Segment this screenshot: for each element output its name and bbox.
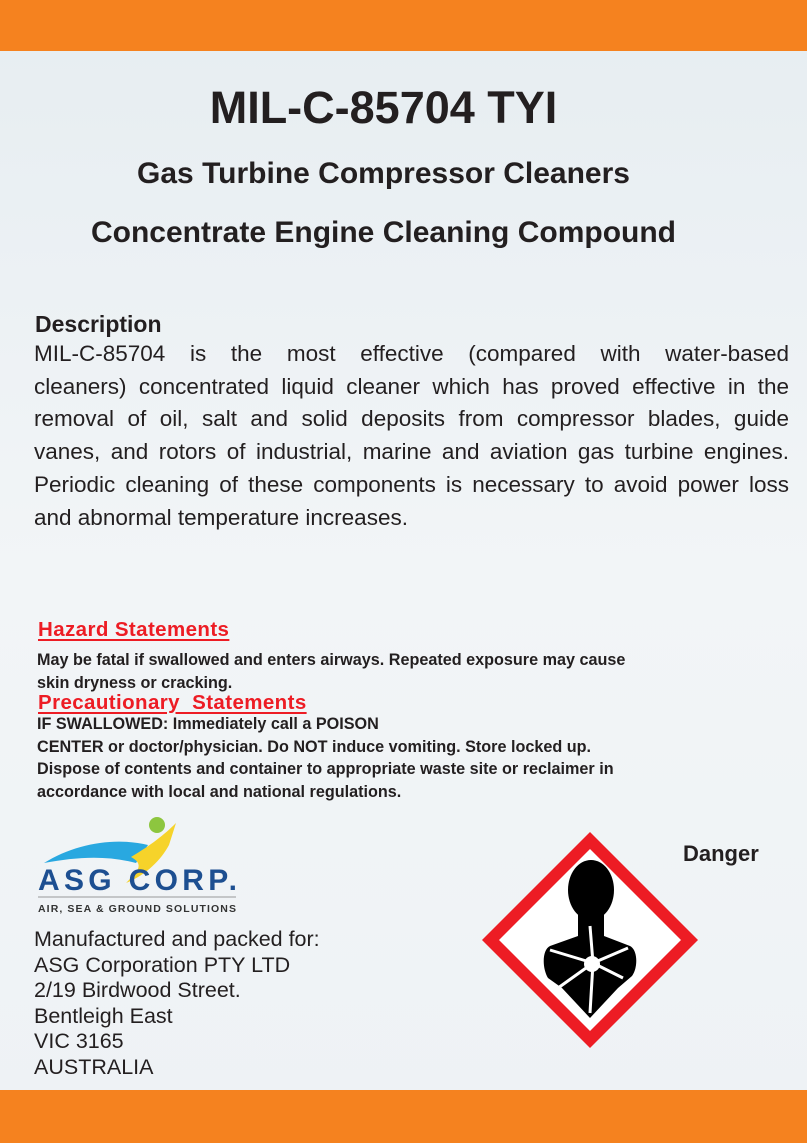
description-line: MIL-C-85704 is the most effective (compared with water-based — [34, 341, 789, 366]
signal-word: Danger — [683, 841, 759, 866]
top-orange-band — [0, 0, 807, 51]
address-line: 2/19 Birdwood Street. — [34, 978, 241, 1002]
product-title: MIL-C-85704 TYI — [209, 82, 558, 133]
description-text — [34, 338, 789, 534]
precautionary-statements-heading: Precautionary Statements — [38, 691, 307, 714]
product-type: Concentrate Engine Cleaning Compound — [90, 216, 676, 249]
address-line: ASG Corporation PTY LTD — [34, 952, 291, 977]
description-line: removal of oil, salt and solid deposits from compressor blades, guide — [34, 406, 789, 432]
hazard-line: May be fatal if swallowed and enters airways. Repeated exposure may cause — [37, 651, 626, 669]
logo-wordmark: ASG CORP. — [38, 864, 238, 897]
address-line: VIC 3165 — [34, 1029, 124, 1053]
bottom-orange-band — [0, 1090, 807, 1143]
manufacturer-address — [34, 927, 320, 1080]
precaution-line: accordance with local and national regulations. — [37, 782, 402, 801]
health-hazard-pictogram-icon — [478, 828, 702, 1057]
hazard-statements-heading: Hazard Statements — [38, 618, 230, 641]
asg-corp-logo — [36, 815, 246, 922]
address-line: Manufactured and packed for: — [34, 927, 320, 951]
hazard-line: skin dryness or cracking. — [37, 673, 233, 692]
precautionary-statements-text — [37, 713, 614, 803]
description-line: and abnormal temperature increases. — [34, 504, 408, 530]
address-line: Bentleigh East — [34, 1003, 173, 1028]
logo-tagline: AIR, SEA & GROUND SOLUTIONS — [38, 903, 236, 915]
description-line: vanes, and rotors of industrial, marine and aviation gas turbine engines. — [34, 439, 789, 465]
description-line: Periodic cleaning of these components is necessary to avoid power loss — [34, 471, 789, 497]
address-line: AUSTRALIA — [34, 1054, 154, 1079]
precaution-line: CENTER or doctor/physician. Do NOT induce vomiting. Store locked up. — [37, 737, 592, 756]
product-subtitle: Gas Turbine Compressor Cleaners — [137, 157, 630, 190]
precaution-line: IF SWALLOWED: Immediately call a POISON — [37, 715, 379, 733]
description-heading: Description — [35, 311, 162, 337]
precaution-line: Dispose of contents and container to appropriate waste site or reclaimer in — [37, 760, 614, 778]
hazard-statements-text — [37, 649, 625, 694]
description-line: cleaners) concentrated liquid cleaner which has proved effective in the — [34, 373, 789, 399]
